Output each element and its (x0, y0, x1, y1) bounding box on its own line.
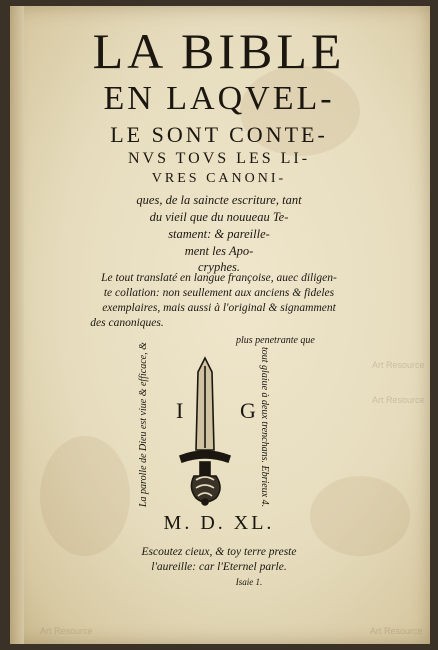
translation-line-1: Le tout translaté en langue françoise, auec diligen- (101, 272, 337, 284)
title-line-1: LA BIBLE (92, 23, 346, 79)
title-line-10: cryphes. (198, 260, 240, 274)
translation-line-4: des canoniques. (90, 317, 164, 329)
printer-initial-left: I (176, 398, 184, 423)
title-line-3: LE SONT CONTE- (110, 122, 328, 147)
watermark: Art Resource (40, 626, 93, 636)
title-line-2: EN LAQVEL- (103, 80, 335, 117)
title-line-4: NVS TOVS LES LI- (127, 150, 311, 167)
title-line-5: VRES CANONI- (151, 171, 287, 186)
verse-line-2: l'aureille: car l'Eternel parle. (151, 561, 287, 573)
verse-reference: Isaie 1. (235, 577, 263, 587)
verse-line-1: Escoutez cieux, & toy terre preste (141, 546, 297, 558)
sword-with-hand-icon (180, 358, 230, 505)
translation-line-2: te collation: non seullement aux anciens & fideles (103, 287, 335, 299)
publication-date: M. D. XL. (163, 512, 275, 534)
title-line-7: du vieil que du nouueau Te- (149, 210, 289, 224)
printer-motto-top: plus penetrante que (236, 335, 315, 346)
title-line-6: ques, de la saincte escriture, tant (136, 193, 302, 207)
watermark: Art Resource (370, 626, 423, 636)
title-line-9: ment les Apo- (184, 244, 254, 258)
printer-motto-left: La parolle de Dieu est viue & efficace, & (138, 342, 149, 507)
printer-motto-right: tout glaiue à deux trenchans. Ebrieux 4. (259, 347, 270, 508)
printer-initial-right: G (240, 398, 256, 423)
watermark: Art Resource (372, 395, 425, 405)
watermark: Art Resource (372, 360, 425, 370)
title-line-8: stament: & pareille- (168, 227, 270, 241)
translation-line-3: exemplaires, mais aussi à l'original & signamment (102, 302, 336, 314)
